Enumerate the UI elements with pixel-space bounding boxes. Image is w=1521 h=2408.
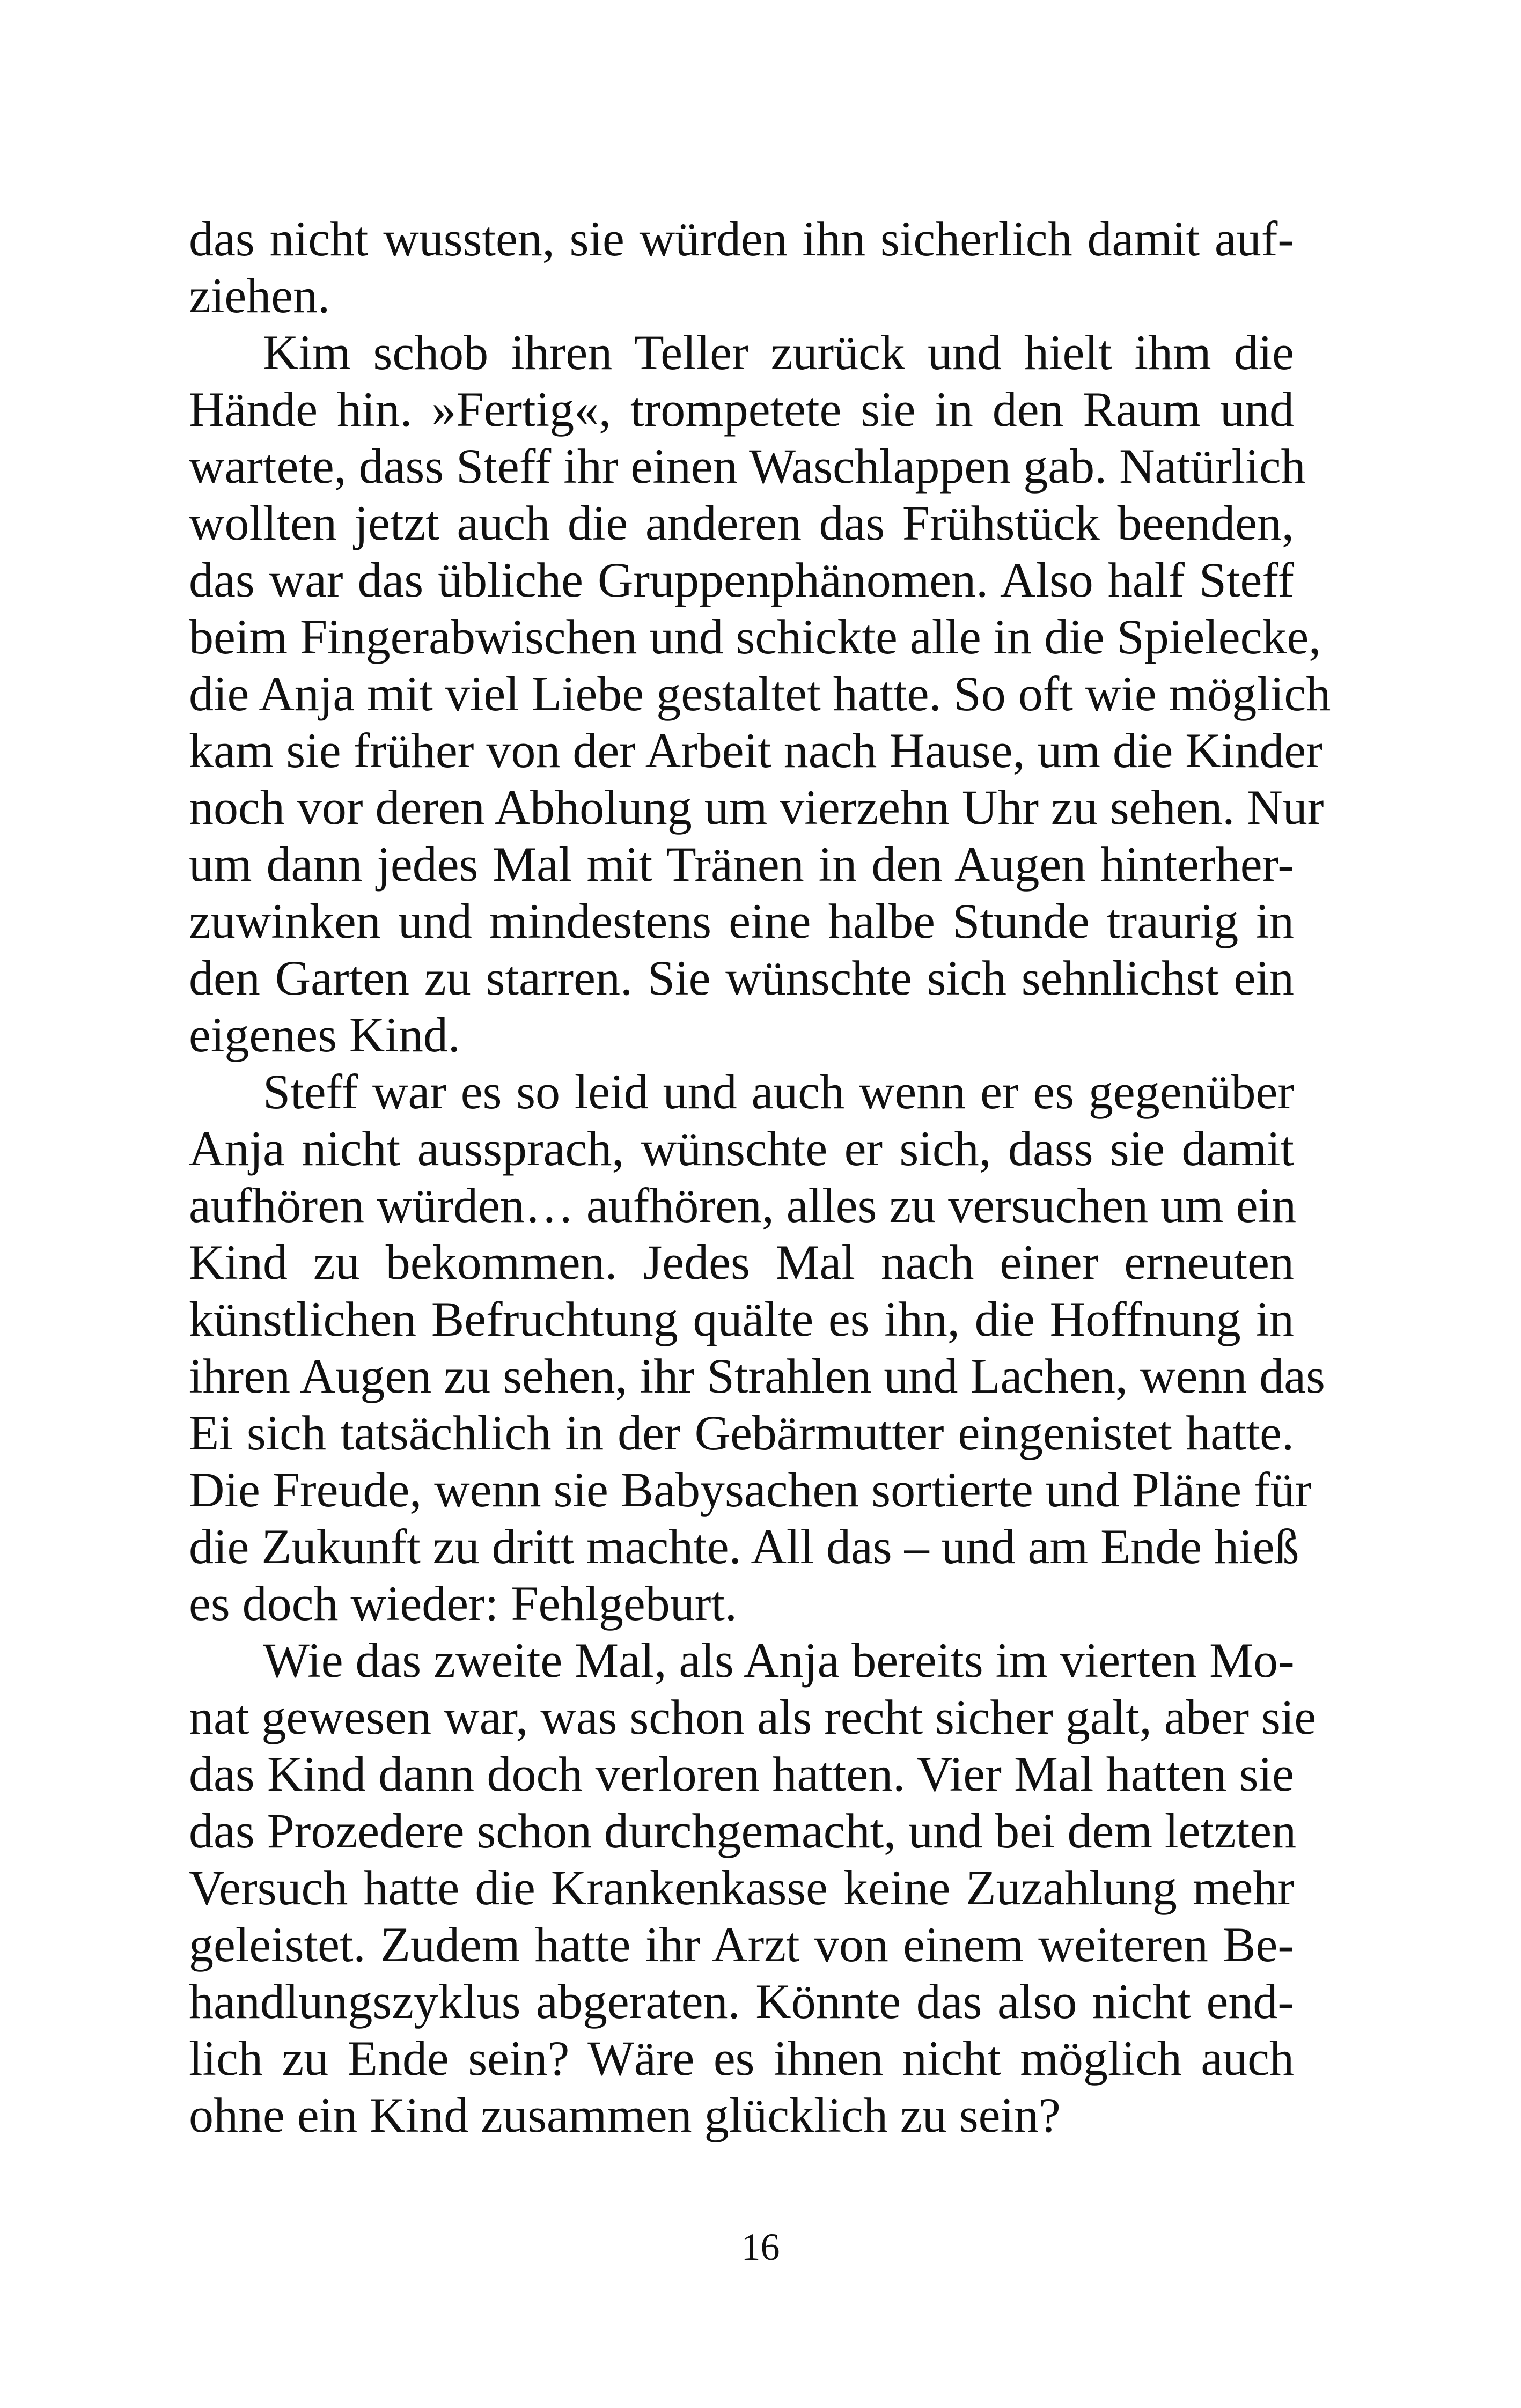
text-line: Anja nicht aussprach, wünschte er sich, dass sie damit xyxy=(189,1121,1294,1176)
text-line: Steff war es so leid und auch wenn er es gegenüber xyxy=(263,1064,1294,1119)
text-line: das Kind dann doch verloren hatten. Vier Mal hatten sie xyxy=(189,1747,1294,1801)
text-line: aufhören würden… aufhören, alles zu versuchen um ein xyxy=(189,1178,1297,1233)
text-line: ihren Augen zu sehen, ihr Strahlen und Lachen, wenn das xyxy=(189,1349,1325,1403)
text-line: geleistet. Zudem hatte ihr Arzt von einem weiteren Be- xyxy=(189,1917,1294,1972)
body-text xyxy=(189,210,1331,2144)
text-line: es doch wieder: Fehlgeburt. xyxy=(189,1576,737,1631)
text-line: zuwinken und mindestens eine halbe Stunde traurig in xyxy=(189,894,1294,948)
text-line: kam sie früher von der Arbeit nach Hause, um die Kinder xyxy=(189,723,1322,778)
text-line: handlungszyklus abgeraten. Könnte das also nicht end- xyxy=(189,1974,1294,2029)
text-line: die Anja mit viel Liebe gestaltet hatte. So oft wie möglich xyxy=(189,666,1331,721)
text-line: Hände hin. »Fertig«, trompetete sie in den Raum und xyxy=(189,382,1294,437)
text-line: ziehen. xyxy=(189,268,330,323)
text-line: noch vor deren Abholung um vierzehn Uhr zu sehen. Nur xyxy=(189,780,1324,835)
text-line: Ei sich tatsächlich in der Gebärmutter eingenistet hatte. xyxy=(189,1405,1294,1460)
text-line: Kim schob ihren Teller zurück und hielt ihm die xyxy=(263,325,1294,380)
text-line: lich zu Ende sein? Wäre es ihnen nicht möglich auch xyxy=(189,2031,1294,2086)
text-line: den Garten zu starren. Sie wünschte sich sehnlichst ein xyxy=(189,951,1294,1005)
text-line: Wie das zweite Mal, als Anja bereits im vierten Mo- xyxy=(263,1633,1295,1688)
page-number: 16 xyxy=(741,2226,780,2269)
text-line: das nicht wussten, sie würden ihn sicherlich damit auf- xyxy=(189,211,1294,266)
text-line: das Prozedere schon durchgemacht, und bei dem letzten xyxy=(189,1803,1297,1858)
text-line: wartete, dass Steff ihr einen Waschlappen gab. Natürlich xyxy=(189,439,1306,494)
text-line: die Zukunft zu dritt machte. All das – und am Ende hieß xyxy=(189,1519,1299,1574)
text-line: um dann jedes Mal mit Tränen in den Augen hinterher- xyxy=(189,837,1294,892)
text-line: nat gewesen war, was schon als recht sicher galt, aber sie xyxy=(189,1690,1317,1744)
text-line: Versuch hatte die Krankenkasse keine Zuzahlung mehr xyxy=(189,1860,1294,1915)
text-line: beim Fingerabwischen und schickte alle in die Spielecke, xyxy=(189,609,1321,664)
text-line: Die Freude, wenn sie Babysachen sortierte und Pläne für xyxy=(189,1462,1312,1517)
text-line: künstlichen Befruchtung quälte es ihn, die Hoffnung in xyxy=(189,1292,1294,1346)
text-line: Kind zu bekommen. Jedes Mal nach einer erneuten xyxy=(189,1235,1294,1290)
text-line: eigenes Kind. xyxy=(189,1007,460,1062)
text-line: ohne ein Kind zusammen glücklich zu sein? xyxy=(189,2088,1061,2142)
text-line: wollten jetzt auch die anderen das Frühstück beenden, xyxy=(189,496,1294,550)
text-line: das war das übliche Gruppenphänomen. Also half Steff xyxy=(189,553,1294,607)
